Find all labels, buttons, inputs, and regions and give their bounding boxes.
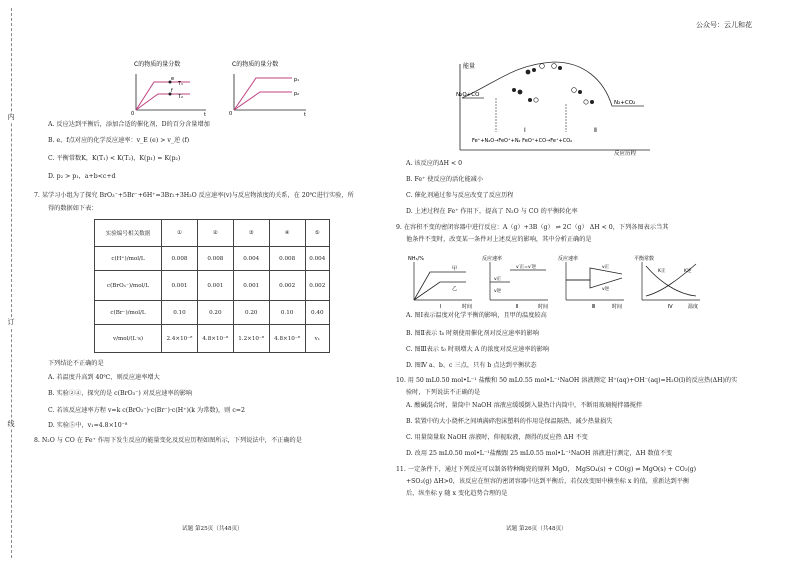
q7-table-cell: 0.002 (305, 271, 329, 301)
q6-option-c: C. 平衡常数K，K(T₁) < K(T₂)，K(p₁) = K(p₂) (48, 155, 181, 162)
q7-table-header-cell: ① (162, 220, 198, 247)
q7-table-cell: c(H⁺)/mol/L (95, 247, 162, 271)
q7-table-row (95, 271, 330, 301)
curve-T2: T₂ (178, 94, 184, 100)
q7-table-cell: c(Br⁻)/mol/L (95, 301, 162, 325)
q6-option-a: A. 反应达到平衡后，添加合适的催化剂，D的百分含量增加 (48, 121, 210, 128)
q9-fig3-ylabel: 反应速率 (558, 256, 579, 262)
energy-xlabel: 反应历程 (614, 151, 637, 156)
right-chart-ylabel: C的物质的量分数 (232, 61, 279, 68)
q7-table-cell: 0.20 (233, 301, 269, 325)
q7-stem-line1: 7. 某学习小组为了探究 BrO₃⁻+5Br⁻+6H⁺=3Br₂+3H₂O 反应速率(v)与反应物浓度的关系，在 20℃进行实验，所 (34, 192, 354, 199)
q9-fig3-roman: Ⅲ (592, 304, 596, 310)
point-e: e (171, 76, 175, 82)
q6-option-b: B. e、f点对应的化学反应速率：v_E (e) > v_逆 (f) (48, 137, 190, 144)
left-chart-origin: 0 (131, 111, 135, 117)
left-chart-tlabel: t (204, 112, 206, 118)
curve-T1: T₁ (178, 81, 184, 87)
q7-table-cell: 0.002 (269, 271, 305, 301)
q9-fig2-curve-eq: v′正=v′逆 (516, 265, 537, 270)
q7-table-cell: 0.40 (305, 301, 329, 325)
q9-figures (406, 250, 706, 312)
q9-stem-line1: 9. 在容积不变的密闭容器中进行反应：A（g）+3B（g） ⇌ 2C（g） ΔH < 0，下列各图表示当其 (396, 224, 669, 231)
q9-option-c: C. 图Ⅲ表示 t₀ 时刻增大 A 的浓度对反应速率的影响 (406, 346, 550, 353)
q7-table-cell: 0.10 (162, 301, 198, 325)
q7-table-cell: v₁ (305, 325, 329, 353)
binding-dashed-line (11, 8, 12, 558)
q7-table-cell: 0.008 (162, 247, 198, 271)
left-chart-ylabel: C的物质的量分数 (134, 61, 181, 68)
q7-table-cell: 0.001 (162, 271, 198, 301)
q7-stem-line2: 得的数据如下表： (48, 205, 98, 212)
q7-option-b: B. 实验②④，探究的是 c(BrO₃⁻) 对反应速率的影响 (48, 390, 193, 397)
q7-table-cell: 0.008 (197, 247, 233, 271)
q9-option-a: A. 图Ⅰ表示温度对化学平衡的影响，且甲的温度较高 (406, 312, 547, 319)
q9-fig4-curve-kni: K逆 (684, 269, 692, 274)
q9-fig4-ylabel: 平衡常数 (634, 256, 655, 262)
q9-fig-2 (482, 255, 548, 310)
q10-option-c: C. 用量筒量取 NaOH 溶液时，仰视取液，测得的反应热 ΔH 不变 (406, 434, 588, 441)
c-fraction-left-chart (131, 60, 206, 118)
q9-fig1-curve-jia: 甲 (452, 266, 458, 272)
energy-left-species: N₂O+CO (456, 92, 480, 98)
q9-fig2-ylabel: 反应速率 (482, 256, 503, 262)
binding-char-ding: 订 (5, 318, 17, 327)
q7-option-a: A. 若温度升高到 40℃，则反应速率增大 (48, 374, 160, 381)
q7-option-d: D. 实验⑤中，v₁=4.8×10⁻⁸ (48, 422, 128, 429)
account-header: 公众号：云儿和花 (696, 21, 752, 29)
energy-path-label: Fe⁺+N₂O→FeO⁺+N₂ FeO⁺+CO→Fe⁺+CO₂ (472, 138, 573, 144)
q9-option-b: B. 图Ⅱ表示 t₀ 时刻使用催化剂对反应速率的影响 (406, 330, 539, 337)
q7-table-cell: 0.004 (233, 247, 269, 271)
left-page (24, 0, 386, 566)
q9-fig1-ylabel: NH₃/% (408, 256, 424, 262)
q10-option-a: A. 酸碱混合时，量筒中 NaOH 溶液应缓缓倒入量热计内筒中，不断用玻璃搅拌器搅拌 (406, 402, 643, 409)
binding-char-nei: 内 (5, 113, 17, 122)
q8-stem: 8. N₂O 与 CO 在 Fe⁺ 作用下发生反应的能量变化及反应历程如图所示，下列说法中，不正确的是 (34, 437, 302, 444)
q9-fig-4 (634, 255, 700, 310)
q9-fig1-xlabel: 时间 (462, 304, 473, 310)
q9-option-d: D. 图Ⅳ a、b、c 三点，只有 b 点达到平衡状态 (406, 362, 537, 369)
q10-option-d: D. 改用 25 mL0.50 mol•L⁻¹盐酸跟 25 mL0.55 mol•L⁻¹NaOH 溶液进行测定，ΔH 数值不变 (406, 450, 673, 457)
q9-fig3-xlabel: 时间 (612, 304, 623, 310)
point-f: f (171, 88, 173, 94)
q9-fig2-roman: Ⅱ (516, 304, 519, 310)
q7-table-cell: 4.8×10⁻⁸ (269, 325, 305, 353)
q7-table-cell: c(BrO₃⁻)/mol/L (95, 271, 162, 301)
q8-option-a: A. 该反应的ΔH < 0 (406, 160, 463, 167)
right-page-footer: 试题 第26页（共48页） (506, 526, 567, 532)
energy-stage-ii: Ⅱ (594, 127, 597, 134)
q7-table-cell: v/mol/(L·s) (95, 325, 162, 353)
q9-fig-1 (408, 256, 472, 310)
left-page-footer: 试题 第25页（共48页） (182, 526, 243, 532)
q7-table-header-cell: 实验编号相关数据 (95, 220, 162, 247)
q8-option-b: B. Fe⁺ 使反应的活化能减小 (406, 176, 484, 183)
q7-table-cell: 1.2×10⁻⁸ (233, 325, 269, 353)
q7-question: 下列结论不正确的是 (48, 360, 104, 367)
q9-fig2-curve-vzheng: v正 (494, 277, 502, 282)
q9-fig4-roman: Ⅳ (668, 304, 673, 310)
q10-stem-line1: 10. 用 50 mL0.50 mol•L⁻¹ 盐酸和 50 mL0.55 mol•L⁻¹NaOH 溶液测定 H⁺(aq)+OH⁻(aq)=H₂O(l)的反应热(ΔH)的实 (396, 377, 738, 384)
q11-stem-line1: 11. 一定条件下，通过下列反应可以制备特种陶瓷的原料 MgO， MgSO₄(s) + CO(g) ⇌ MgO(s) + CO₂(g) (396, 466, 697, 473)
c-fraction-right-chart (229, 60, 306, 118)
q7-table-row (95, 325, 330, 353)
c-fraction-figure (120, 2, 330, 118)
q10-stem-line2: 验时，下列说法不正确的是 (406, 389, 481, 396)
q7-table-cell: 0.008 (269, 247, 305, 271)
q9-fig1-roman: Ⅰ (440, 304, 442, 310)
energy-right-species: N₂+CO₂ (614, 100, 636, 106)
right-chart-tlabel: t (304, 112, 306, 118)
q9-fig1-curve-yi: 乙 (452, 286, 458, 292)
q8-option-d: D. 上述过程在 Fe⁺ 作用下，提高了 N₂O 与 CO 的平衡转化率 (406, 208, 578, 215)
q7-table-header-cell: ③ (233, 220, 269, 247)
q9-fig4-curve-kzheng: K正 (658, 269, 666, 274)
q7-table-header-cell: ⑤ (305, 220, 329, 247)
q7-option-c: C. 若该反应速率方程 v=k c(BrO₃⁻)·c(Br⁻)·c(H⁺)(k 为常数)，则 c=2 (48, 407, 245, 414)
q7-data-table (94, 219, 330, 353)
energy-profile-figure (454, 54, 654, 156)
q7-table-cell: 2.4×10⁻⁸ (162, 325, 198, 353)
energy-stage-i: Ⅰ (524, 127, 526, 134)
q8-option-c: C. 催化剂通过参与反应改变了反应历程 (406, 192, 514, 199)
curve-p1: p₁ (294, 77, 300, 83)
energy-ylabel: 能量 (463, 63, 476, 70)
q10-option-b: B. 装置中的大小烧杯之间填满碎泡沫塑料的作用是保温隔热，减少热量损失 (406, 418, 613, 425)
q7-table-row (95, 301, 330, 325)
curve-p2: p₂ (294, 91, 300, 97)
q7-table-cell: 0.20 (197, 301, 233, 325)
q11-stem-line3: 后，纵坐标 y 随 x 变化趋势合理的是 (406, 490, 508, 497)
q9-fig3-curve-vzheng: v正 (602, 265, 610, 270)
q7-table-cell: 0.001 (197, 271, 233, 301)
q9-fig2-curve-vni: v逆 (494, 289, 502, 294)
q9-fig3-curve-vni: v逆 (602, 287, 610, 292)
right-page (396, 0, 792, 566)
q7-table-header-cell: ④ (269, 220, 305, 247)
q9-fig2-xlabel: 时间 (538, 304, 549, 310)
q9-stem-line2: 他条件不变时，改变某一条件对上述反应的影响，其中分析正确的是 (406, 236, 592, 243)
q7-table-cell: 0.10 (269, 301, 305, 325)
right-chart-origin: 0 (229, 111, 233, 117)
q9-fig-3 (558, 255, 624, 310)
q7-table-cell: 0.004 (305, 247, 329, 271)
q7-table-cell: 0.001 (233, 271, 269, 301)
binding-char-xian: 线 (5, 420, 17, 429)
q7-table-header-cell: ② (197, 220, 233, 247)
q11-stem-line2: +SO₂(g) ΔH>0，该反应在恒容的密闭容器中达到平衡后，若仅改变图中横坐标 x 的值，重新达到平衡 (406, 478, 690, 485)
binding-margin (0, 0, 22, 566)
q6-option-d: D. p₂ > p₁，a+b<c+d (48, 173, 116, 180)
q7-table-cell: 4.8×10⁻⁸ (197, 325, 233, 353)
molecule-icons (512, 64, 594, 105)
q7-table-header-row (95, 220, 330, 247)
q9-fig4-xlabel: 温度 (688, 304, 699, 310)
q7-table-row (95, 247, 330, 271)
